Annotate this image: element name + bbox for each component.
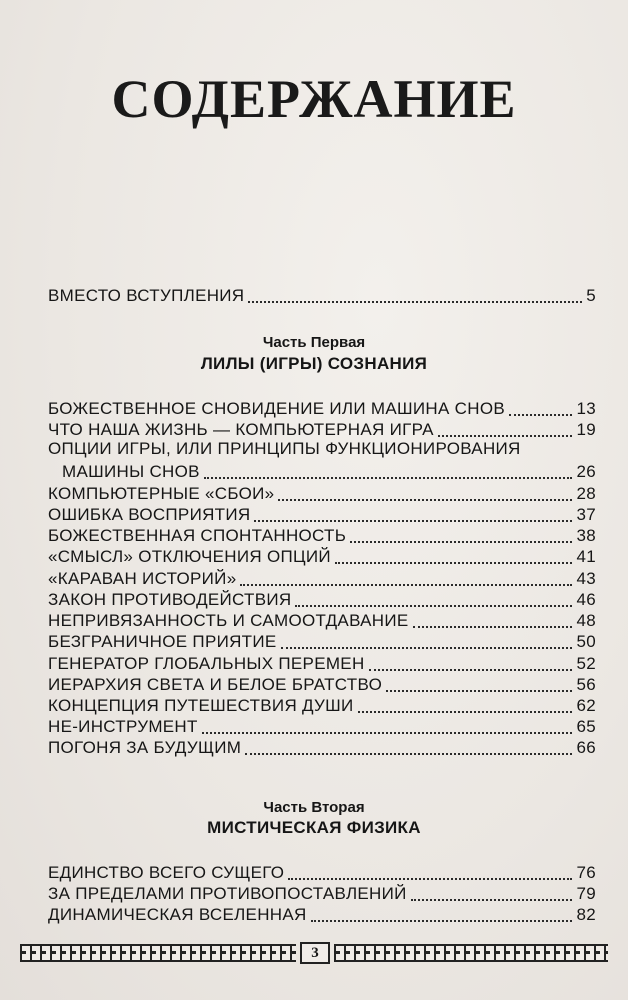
- dot-leader: [369, 664, 573, 671]
- entry-title: ПОГОНЯ ЗА БУДУЩИМ: [48, 738, 242, 757]
- entry-title: ГЕНЕРАТОР ГЛОБАЛЬНЫХ ПЕРЕМЕН: [48, 654, 365, 673]
- toc-entry: [48, 503, 596, 525]
- toc-entry: [48, 588, 596, 610]
- dot-leader: [509, 409, 573, 416]
- entry-page: 62: [576, 696, 596, 715]
- part-label-1: Часть Первая: [262, 334, 366, 351]
- entry-title: ЗА ПРЕДЕЛАМИ ПРОТИВОПОСТАВЛЕНИЙ: [48, 884, 407, 903]
- toc-entry: [48, 652, 596, 674]
- entry-page: 65: [576, 717, 596, 736]
- toc-entry: [48, 524, 596, 546]
- entry-title: ЧТО НАША ЖИЗНЬ — КОМПЬЮТЕРНАЯ ИГРА: [48, 420, 434, 439]
- dot-leader: [411, 894, 573, 901]
- page-title: СОДЕРЖАНИЕ: [111, 69, 517, 129]
- toc-entry: [48, 545, 596, 567]
- entry-title: «КАРАВАН ИСТОРИЙ»: [48, 569, 237, 588]
- entry-page: 5: [586, 286, 596, 305]
- dot-leader: [413, 621, 573, 628]
- entry-title: «СМЫСЛ» ОТКЛЮЧЕНИЯ ОПЦИЙ: [48, 547, 331, 566]
- dot-leader: [254, 515, 572, 522]
- entry-title: ВМЕСТО ВСТУПЛЕНИЯ: [48, 286, 245, 305]
- part-label-2: Часть Вторая: [263, 799, 365, 816]
- entry-page: 50: [576, 632, 596, 651]
- entry-page: 38: [576, 526, 596, 545]
- table-of-contents: [48, 0, 596, 1000]
- entry-title: БОЖЕСТВЕННОЕ СНОВИДЕНИЕ ИЛИ МАШИНА СНОВ: [48, 399, 505, 418]
- toc-entry: [48, 861, 596, 883]
- dot-leader: [358, 706, 573, 713]
- dot-leader: [438, 430, 573, 437]
- toc-entry: [48, 567, 596, 589]
- entry-title: ЗАКОН ПРОТИВОДЕЙСТВИЯ: [48, 590, 292, 609]
- entry-title-continuation: МАШИНЫ СНОВ: [62, 462, 200, 481]
- entry-title: ОШИБКА ВОСПРИЯТИЯ: [48, 505, 251, 524]
- entry-page: 37: [576, 505, 596, 524]
- page-number: 3: [300, 942, 330, 964]
- toc-entry-intro: [48, 284, 596, 306]
- part-title-1: ЛИЛЫ (ИГРЫ) СОЗНАНИЯ: [200, 354, 428, 373]
- dot-leader: [350, 536, 572, 543]
- toc-entry: [48, 418, 596, 440]
- toc-entry: [48, 715, 596, 737]
- toc-entry: [48, 673, 596, 695]
- dot-leader: [288, 873, 572, 880]
- dot-leader: [335, 557, 573, 564]
- meander-border-right: [334, 944, 608, 962]
- entry-title: ЕДИНСТВО ВСЕГО СУЩЕГО: [48, 863, 285, 882]
- entry-page: 52: [576, 654, 596, 673]
- toc-entry: [48, 609, 596, 631]
- dot-leader: [386, 685, 572, 692]
- toc-entry-first-line: ОПЦИИ ИГРЫ, ИЛИ ПРИНЦИПЫ ФУНКЦИОНИРОВАНИЯ: [48, 439, 521, 458]
- toc-entry: [48, 397, 596, 419]
- entry-page: 13: [576, 399, 596, 418]
- entry-page: 46: [576, 590, 596, 609]
- entry-title: ИЕРАРХИЯ СВЕТА И БЕЛОЕ БРАТСТВО: [48, 675, 383, 694]
- toc-entry: [48, 882, 596, 904]
- entry-page: 76: [576, 863, 596, 882]
- dot-leader: [204, 472, 573, 479]
- entry-page: 26: [576, 462, 596, 481]
- entry-page: 79: [576, 884, 596, 903]
- entry-page: 82: [576, 905, 596, 924]
- entry-title: НЕ-ИНСТРУМЕНТ: [48, 717, 198, 736]
- toc-entry: [48, 903, 596, 925]
- entry-page: 43: [576, 569, 596, 588]
- entry-title: ДИНАМИЧЕСКАЯ ВСЕЛЕННАЯ: [48, 905, 307, 924]
- entry-page: 66: [576, 738, 596, 757]
- toc-entry: [48, 460, 596, 482]
- meander-border-left: [20, 944, 296, 962]
- page-footer: [20, 942, 608, 964]
- entry-title: БОЖЕСТВЕННАЯ СПОНТАННОСТЬ: [48, 526, 347, 545]
- dot-leader: [245, 748, 572, 755]
- entry-page: 48: [576, 611, 596, 630]
- entry-title: КОНЦЕПЦИЯ ПУТЕШЕСТВИЯ ДУШИ: [48, 696, 354, 715]
- dot-leader: [311, 915, 573, 922]
- dot-leader: [202, 727, 573, 734]
- part-title-2: МИСТИЧЕСКАЯ ФИЗИКА: [207, 818, 421, 837]
- toc-entry: [48, 630, 596, 652]
- dot-leader: [248, 296, 582, 303]
- dot-leader: [295, 600, 572, 607]
- dot-leader: [278, 494, 572, 501]
- dot-leader: [240, 579, 572, 586]
- entry-title: КОМПЬЮТЕРНЫЕ «СБОИ»: [48, 484, 275, 503]
- toc-entry: [48, 694, 596, 716]
- entry-title: НЕПРИВЯЗАННОСТЬ И САМООТДАВАНИЕ: [48, 611, 409, 630]
- dot-leader: [281, 642, 573, 649]
- entry-page: 56: [576, 675, 596, 694]
- toc-entry: [48, 482, 596, 504]
- entry-page: 41: [576, 547, 596, 566]
- entry-page: 19: [576, 420, 596, 439]
- entry-title: БЕЗГРАНИЧНОЕ ПРИЯТИЕ: [48, 632, 277, 651]
- toc-entry: [48, 736, 596, 758]
- entry-page: 28: [576, 484, 596, 503]
